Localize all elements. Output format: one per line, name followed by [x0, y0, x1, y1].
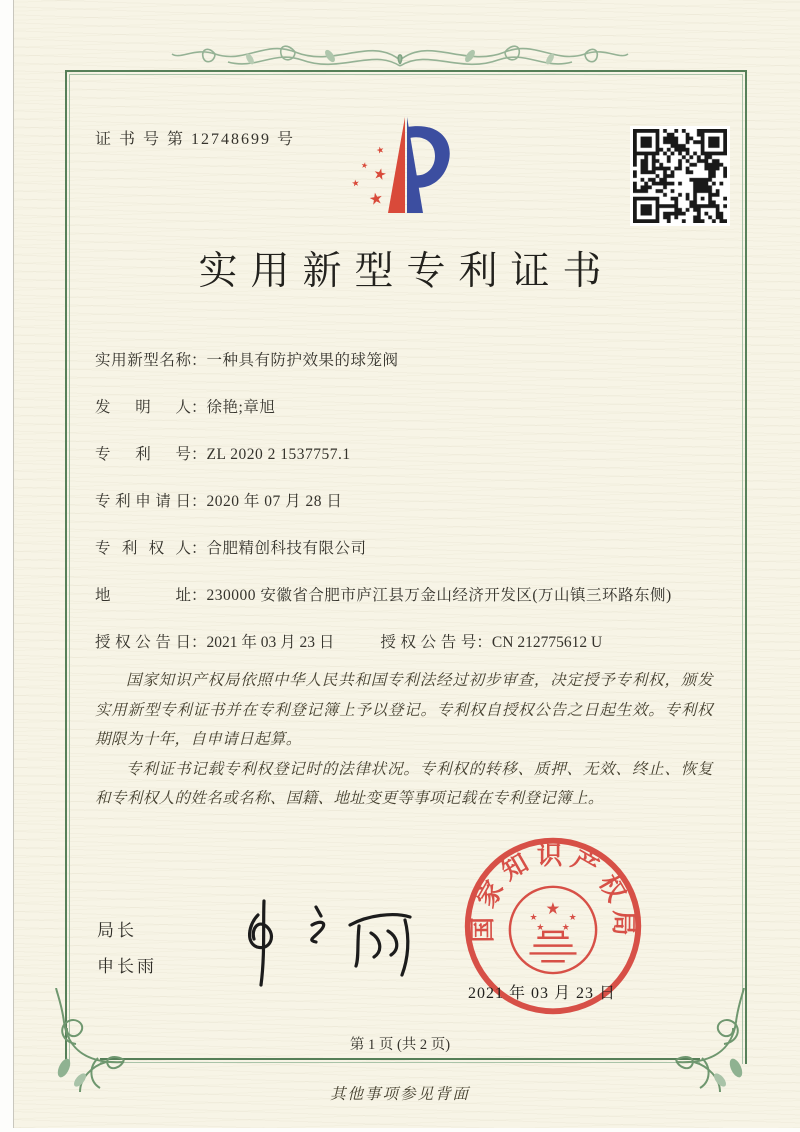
- svg-text:国家知识产权局: [468, 841, 638, 942]
- legal-text: [95, 666, 713, 814]
- signer-name: 申长雨: [97, 957, 157, 976]
- seal-text: 国家知识产权局: [468, 841, 638, 943]
- field-utility-model-name: 实用新型名称：一种具有防护效果的球笼阀: [95, 349, 715, 372]
- grant-date-value: 2021 年 03 月 23 日: [206, 634, 335, 651]
- field-value: 一种具有防护效果的球笼阀: [206, 352, 399, 369]
- signer-role: 局长: [97, 921, 137, 940]
- field-address: 地址：230000 安徽省合肥市庐江县万金山经济开发区(万山镇三环路东侧): [95, 584, 715, 607]
- field-label: 发明人: [95, 399, 191, 416]
- certificate-fields: [95, 349, 715, 654]
- svg-text:★: ★: [371, 165, 389, 185]
- field-value: 2020 年 07 月 28 日: [206, 493, 343, 510]
- certificate-number: 证 书 号 第 12748699 号: [95, 131, 296, 148]
- back-side-note: 其他事项参见背面: [329, 1086, 470, 1103]
- signer-block: [97, 913, 157, 985]
- field-inventor: 发明人：徐艳;章旭: [95, 396, 715, 419]
- field-value: 徐艳;章旭: [206, 399, 276, 416]
- field-value: 230000 安徽省合肥市庐江县万金山经济开发区(万山镇三环路东侧): [206, 587, 672, 604]
- svg-text:★: ★: [536, 921, 545, 932]
- field-value: 合肥精创科技有限公司: [206, 540, 367, 557]
- bottom-frame-rule: [100, 1058, 700, 1064]
- svg-text:★: ★: [545, 899, 561, 919]
- grant-date-label: 授权公告日: [95, 634, 191, 651]
- svg-text:★: ★: [568, 912, 577, 923]
- cnipa-logo: [348, 110, 468, 232]
- field-value: ZL 2020 2 1537757.1: [206, 446, 351, 463]
- seal-date: 2021 年 03 月 23 日: [468, 985, 617, 1002]
- svg-text:★: ★: [561, 921, 570, 932]
- grant-date: 授权公告日：2021 年 03 月 23 日: [95, 631, 334, 654]
- grant-row: [95, 631, 715, 654]
- svg-text:★: ★: [529, 912, 538, 923]
- field-label: 专利申请日: [95, 493, 191, 510]
- field-label: 专利号: [95, 446, 191, 463]
- certificate-title: 实用新型专利证书: [198, 250, 615, 293]
- grant-number-label: 授权公告号: [380, 634, 477, 651]
- svg-text:★: ★: [360, 160, 369, 171]
- page-number: 第 1 页 (共 2 页): [349, 1037, 451, 1053]
- svg-text:★: ★: [367, 189, 385, 210]
- svg-text:★: ★: [375, 144, 386, 156]
- field-patentee: 专利权人：合肥精创科技有限公司: [95, 537, 715, 560]
- field-patent-number: 专利号：ZL 2020 2 1537757.1: [95, 443, 715, 466]
- commissioner-signature: [228, 893, 438, 993]
- field-label: 地址: [95, 587, 191, 604]
- field-label: 实用新型名称: [95, 352, 191, 369]
- legal-paragraph-2: 专利证书记载专利权登记时的法律状况。专利权的转移、质押、无效、终止、恢复和专利权人的姓名或名称、国籍、地址变更等事项记载在专利登记簿上。: [95, 760, 713, 807]
- qr-code: [630, 126, 730, 226]
- legal-paragraph-1: 国家知识产权局依照中华人民共和国专利法经过初步审查，决定授予专利权，颁发实用新型专利证书并在专利登记簿上予以登记。专利权自授权公告之日起生效。专利权期限为十年，自申请日起算。: [95, 672, 713, 748]
- grant-number: 授权公告号：CN 212775612 U: [380, 631, 602, 654]
- seal-national-emblem: [510, 887, 596, 973]
- field-filing-date: 专利申请日：2020 年 07 月 28 日: [95, 490, 715, 513]
- svg-text:★: ★: [350, 177, 361, 189]
- logo-stars: [351, 144, 388, 209]
- grant-number-value: CN 212775612 U: [491, 634, 603, 651]
- field-label: 专利权人: [95, 540, 191, 557]
